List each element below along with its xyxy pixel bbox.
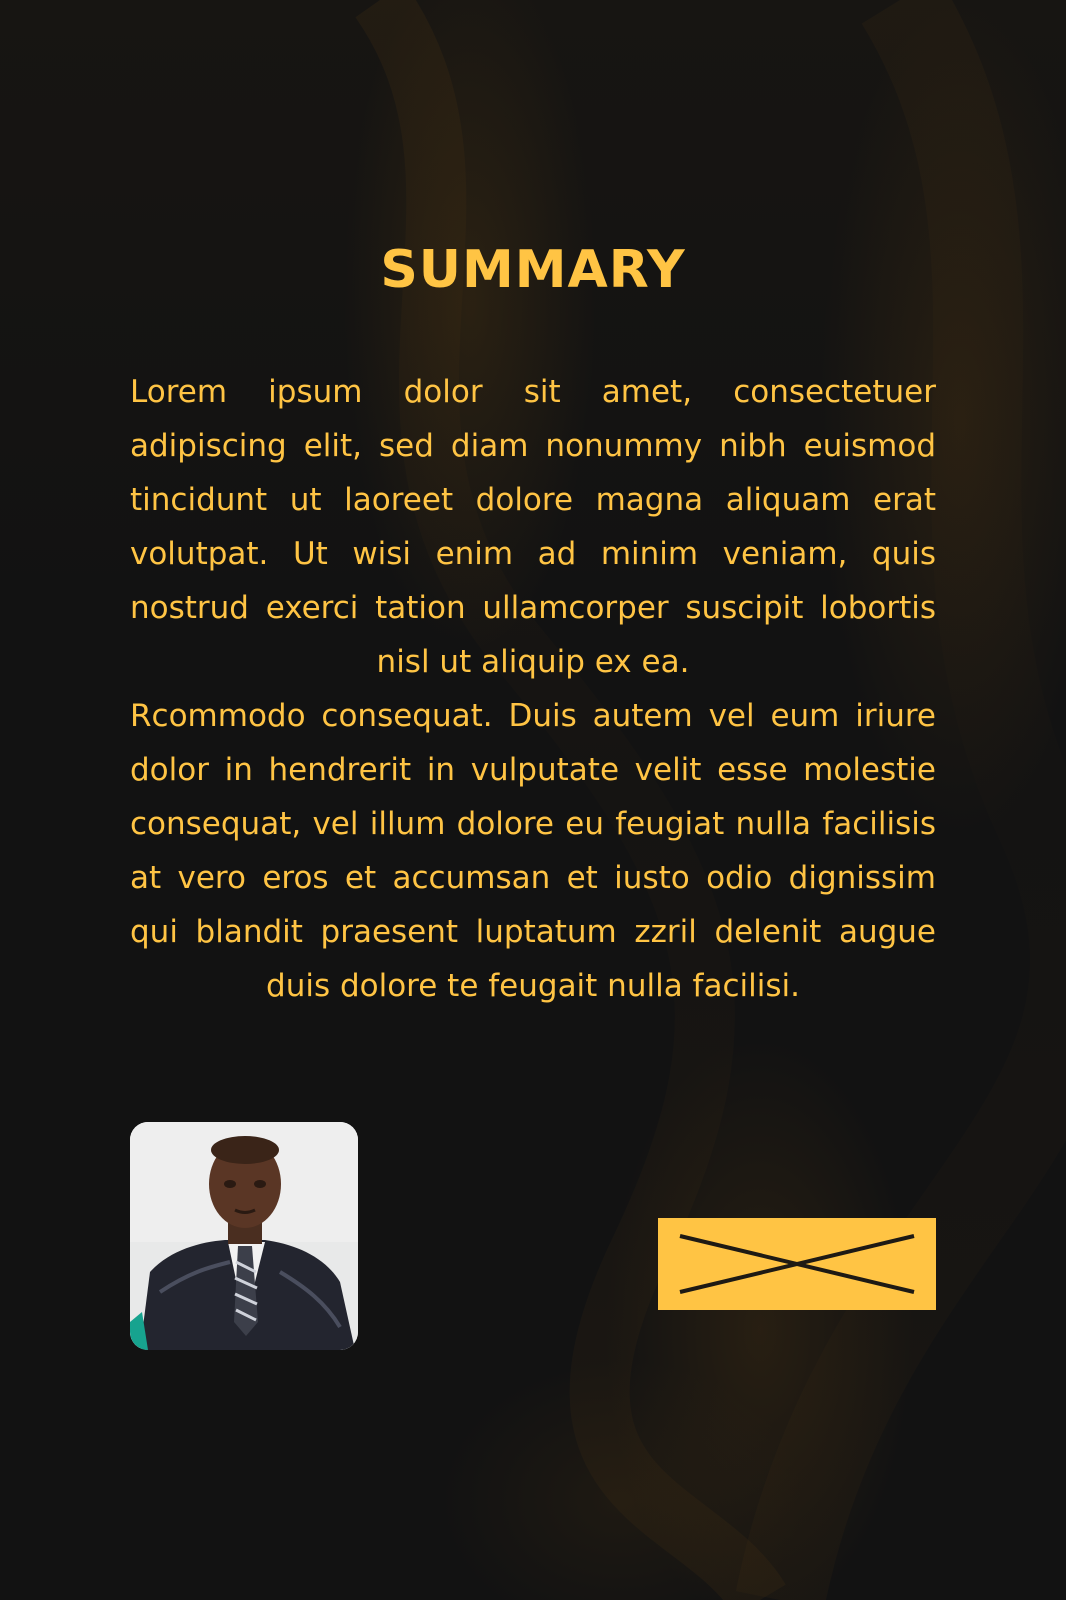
page-title: SUMMARY bbox=[380, 240, 686, 300]
cross-placeholder-icon bbox=[658, 1218, 936, 1310]
person-portrait-icon bbox=[130, 1122, 358, 1350]
summary-paragraph: Rcommodo consequat. Duis autem vel eum iriure dolor in hendrerit in vulputate velit esse molestie consequat, vel illum dolore eu feugiat nulla facilisis at vero eros et accumsan et iusto odio dignissim qui blandit praesent luptatum zzril delenit augue duis dolore te feugait nulla facilisi. bbox=[130, 698, 936, 1004]
profile-photo bbox=[130, 1122, 358, 1350]
summary-body bbox=[130, 365, 936, 1013]
summary-paragraph: Lorem ipsum dolor sit amet, consectetuer adipiscing elit, sed diam nonummy nibh euismod tincidunt ut laoreet dolore magna aliquam erat volutpat. Ut wisi enim ad minim veniam, quis nostrud exerci tation ullamcorper suscipit lobortis nisl ut aliquip ex ea. bbox=[130, 374, 936, 680]
signature-placeholder bbox=[658, 1218, 936, 1310]
